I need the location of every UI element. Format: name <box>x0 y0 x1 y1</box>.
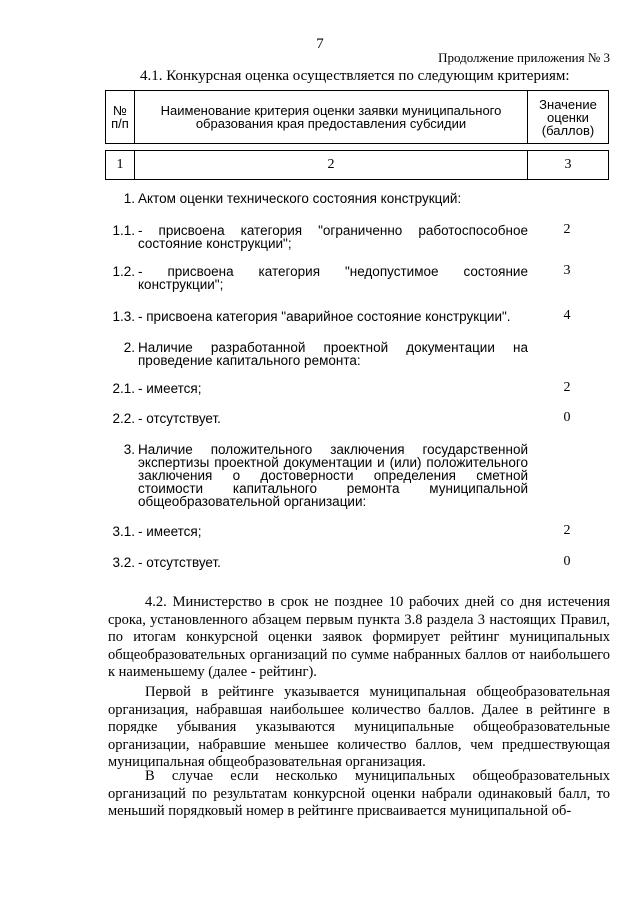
criterion-number: 3.1. <box>112 524 135 539</box>
header-number: № п/п <box>106 91 135 144</box>
paragraph: Первой в рейтинге указывается муниципальная общеобразовательная организация, набравшая наибольшее количество баллов. Далее в рейтинге в порядке убывания указываются муниципальные общеобразовательные организации, набравшие меньшее количество баллов, чем предшествующая муниципальная общеобразовательная организация. <box>108 684 610 770</box>
criterion-text: - присвоена категория "аварийное состояние конструкции". <box>138 309 511 324</box>
criterion-number: 3. <box>123 442 135 457</box>
criterion-number: 1.3. <box>112 309 135 324</box>
criterion-text: - имеется; <box>138 381 202 396</box>
criterion-text: Наличие разработанной проектной документации на проведение капитального ремонта: <box>138 340 528 368</box>
column-number-1: 1 <box>106 151 135 180</box>
table-number-row <box>106 151 609 180</box>
criterion-score: 3 <box>563 263 571 278</box>
criterion-text: - отсутствует. <box>138 411 221 426</box>
header-score: Значение оценки (баллов) <box>528 91 609 144</box>
criterion-score: 0 <box>563 554 571 569</box>
table-header-row <box>106 91 609 144</box>
header-criterion: Наименование критерия оценки заявки муниципального образования края предоставления субсидии <box>135 91 528 144</box>
criterion-score: 2 <box>563 222 571 237</box>
column-number-2: 2 <box>135 151 528 180</box>
paragraph: 4.2. Министерство в срок не позднее 10 рабочих дней со дня истечения срока, установленного абзацем первым пункта 3.8 раздела 3 настоящих Правил, по итогам конкурсной оценки заявок формирует рейтинг муниципальных общеобразовательных организаций по сумме набранных баллов от наибольшего к наименьшему (далее - рейтинг). <box>108 594 610 680</box>
criterion-text: Актом оценки технического состояния конструкций: <box>138 191 462 206</box>
criterion-number: 1.2. <box>112 264 135 279</box>
criterion-number: 1.1. <box>112 223 135 238</box>
section-intro: 4.1. Конкурсная оценка осуществляется по следующим критериям: <box>140 68 570 84</box>
criterion-score: 4 <box>563 308 571 323</box>
paragraph: В случае если несколько муниципальных общеобразовательных организаций по результатам конкурсной оценки набрали одинаковый балл, то меньший порядковый номер в рейтинге присваивается муниципальной об- <box>108 768 610 819</box>
criterion-text: - имеется; <box>138 524 202 539</box>
page-number: 7 <box>316 36 324 52</box>
criterion-number: 3.2. <box>112 555 135 570</box>
criterion-number: 2.2. <box>112 411 135 426</box>
appendix-note: Продолжение приложения № 3 <box>438 50 610 65</box>
criteria-table <box>105 90 609 180</box>
criterion-score: 2 <box>563 380 571 395</box>
criterion-number: 1. <box>123 191 135 206</box>
criterion-text: - присвоена категория "недопустимое состояние конструкции"; <box>138 264 528 292</box>
criterion-score: 0 <box>563 410 571 425</box>
criterion-text: - отсутствует. <box>138 555 221 570</box>
criterion-text: Наличие положительного заключения государственной экспертизы проектной документации и (или) положительного заключения о достоверности определения сметной стоимости капитального ремонта муниципальной общеобразовательной организации: <box>138 442 528 509</box>
criterion-number: 2.1. <box>112 381 135 396</box>
criterion-score: 2 <box>563 523 571 538</box>
criterion-text: - присвоена категория "ограниченно работоспособное состояние конструкции"; <box>138 223 528 251</box>
column-number-3: 3 <box>528 151 609 180</box>
criterion-number: 2. <box>123 340 135 355</box>
